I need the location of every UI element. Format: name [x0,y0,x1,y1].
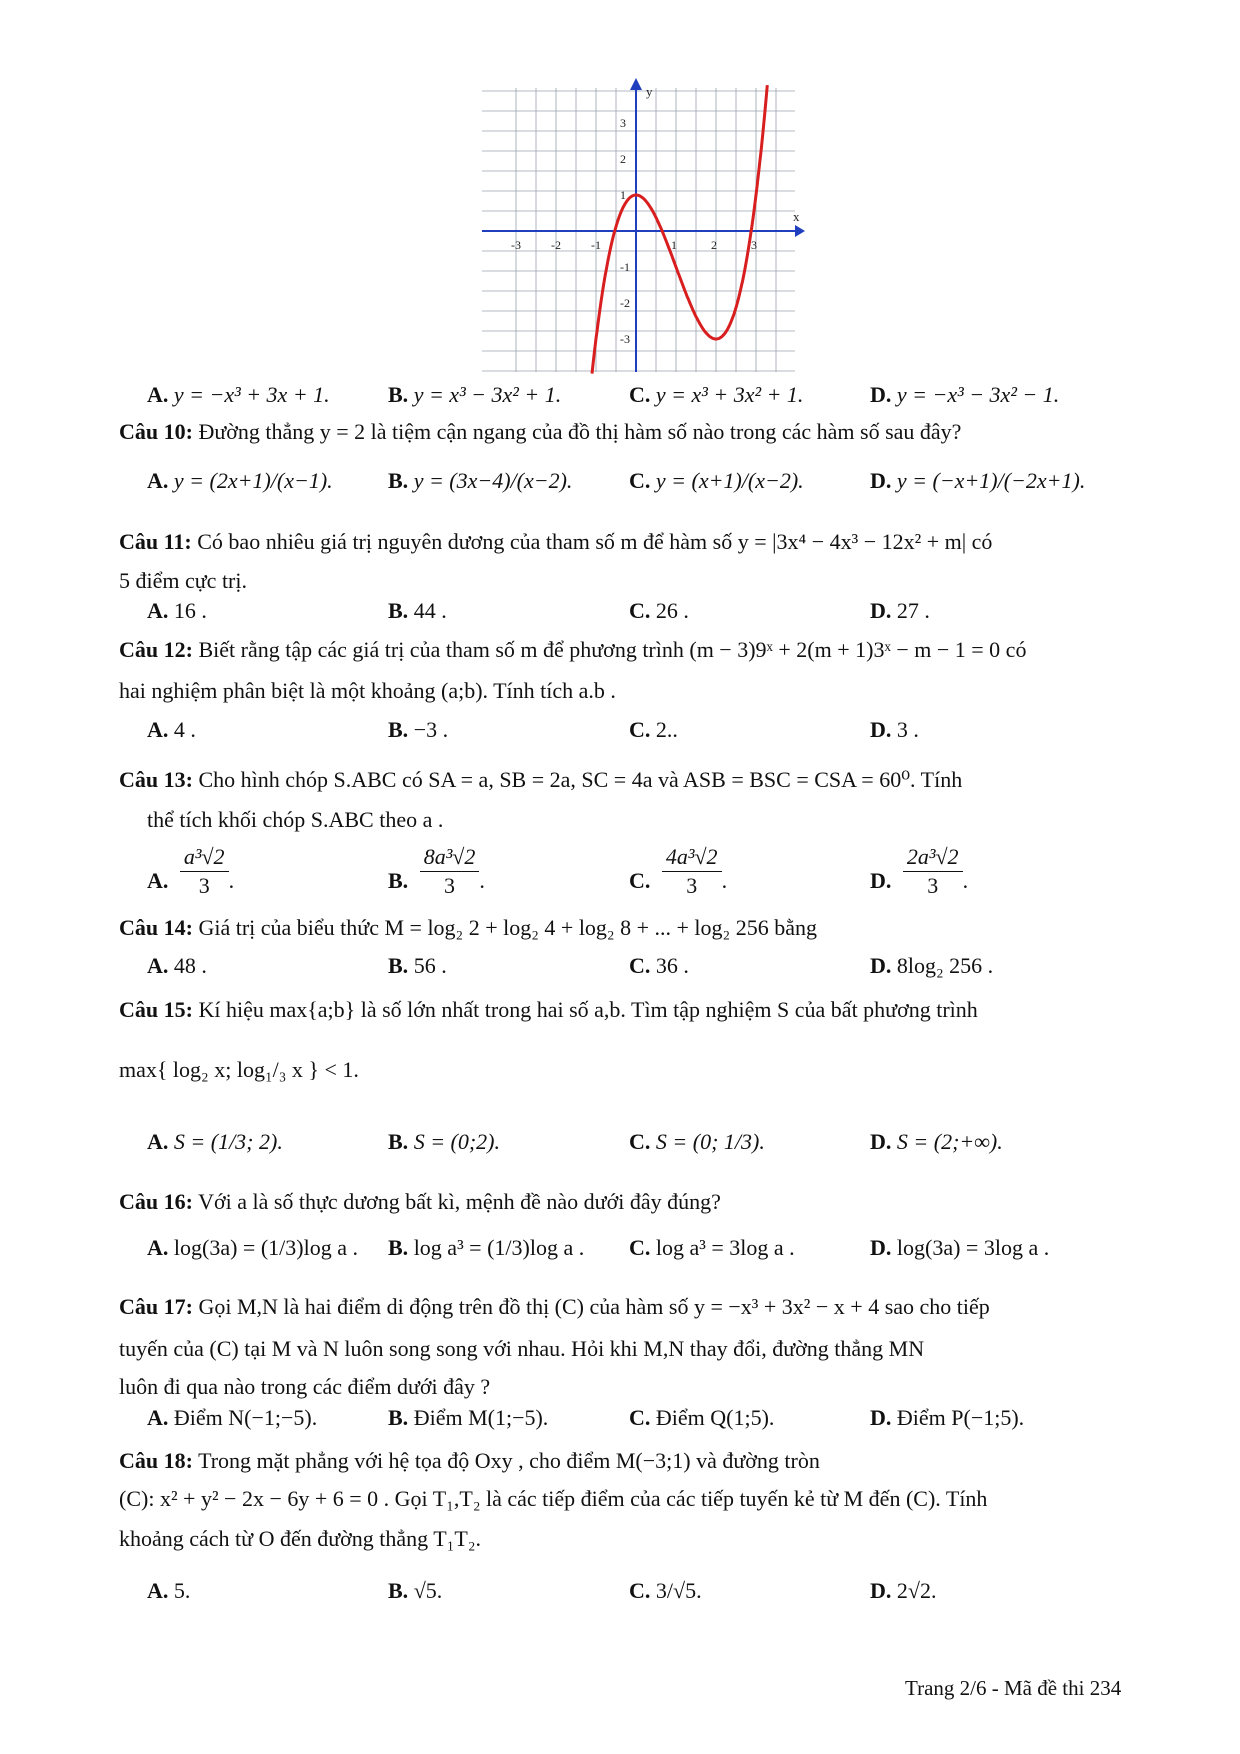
q10-option-d[interactable]: D. y = (−x+1)/(−2x+1). [870,468,1086,493]
q15-text-line2: max{ log₂ x; log₁/₃ x } < 1. [119,1057,359,1082]
q11-option-b[interactable]: B. 44 . [388,598,447,623]
x-axis-arrow-icon [795,225,805,237]
q12-option-c[interactable]: C. 2.. [629,717,678,742]
q17-text-line2: tuyến của (C) tại M và N luôn song song với nhau. Hỏi khi M,N thay đổi, đường thẳng MN [119,1336,925,1361]
q10-option-c[interactable]: C. y = (x+1)/(x−2). [629,468,804,493]
q13-option-a[interactable]: A. $\frac{\text{a³√2}}{3}$ . [147,844,235,898]
y-tick-label: -3 [620,332,630,346]
q10-option-b[interactable]: B. y = (3x−4)/(x−2). [388,468,573,493]
q18-option-a[interactable]: A. 5. [147,1578,191,1603]
y-axis-label: y [646,84,653,99]
q16-option-b[interactable]: B. log a³ = (1/3)log a . [388,1235,585,1260]
q9-option-d[interactable]: D. y = −x³ − 3x² − 1. [870,382,1060,407]
q18-option-b[interactable]: B. √5. [388,1578,443,1603]
q17-text-line1: Câu 17: Gọi M,N là hai điểm di động trên đồ thị (C) của hàm số y = −x³ + 3x² − x + 4 sao cho tiếp [119,1294,990,1319]
q13-option-d[interactable]: D. $\frac{\text{2a³√2}}{3}$ . [870,844,969,898]
q15-option-c[interactable]: C. S = (0; 1/3). [629,1129,765,1154]
q14-option-d[interactable]: D. 8log₂ 256 . [870,953,994,978]
q12-text-line2: hai nghiệm phân biệt là một khoảng (a;b). Tính tích a.b . [119,678,616,703]
x-axis-label: x [793,209,800,224]
cubic-graph [0,0,1240,400]
q12-option-d[interactable]: D. 3 . [870,717,919,742]
q12-text-line1: Câu 12: Biết rằng tập các giá trị của tham số m để phương trình (m − 3)9ˣ + 2(m + 1)3ˣ − m − 1 = 0 có [119,637,1027,662]
q10-text: Câu 10: Đường thẳng y = 2 là tiệm cận ngang của đồ thị hàm số nào trong các hàm số sau đây? [119,419,962,444]
q17-option-d[interactable]: D. Điểm P(−1;5). [870,1405,1025,1430]
q13-option-c[interactable]: C. $\frac{\text{4a³√2}}{3}$ . [629,844,728,898]
q13-text-line1: Câu 13: Cho hình chóp S.ABC có SA = a, SB = 2a, SC = 4a và ASB = BSC = CSA = 60⁰. Tính [119,767,963,792]
q11-option-a[interactable]: A. 16 . [147,598,207,623]
q18-text-line3: khoảng cách từ O đến đường thẳng T₁T₂. [119,1526,482,1551]
q16-option-d[interactable]: D. log(3a) = 3log a . [870,1235,1050,1260]
q14-option-a[interactable]: A. 48 . [147,953,207,978]
q17-option-b[interactable]: B. Điểm M(1;−5). [388,1405,549,1430]
q12-option-a[interactable]: A. 4 . [147,717,196,742]
q16-option-c[interactable]: C. log a³ = 3log a . [629,1235,795,1260]
page-footer: Trang 2/6 - Mã đề thi 234 [905,1676,1122,1700]
q17-option-c[interactable]: C. Điểm Q(1;5). [629,1405,775,1430]
y-tick-label: -2 [620,296,630,310]
x-tick-label: 3 [751,238,757,252]
cubic-curve [592,85,767,374]
q12-option-b[interactable]: B. −3 . [388,717,449,742]
y-tick-label: 2 [620,152,626,166]
q9-option-b[interactable]: B. y = x³ − 3x² + 1. [388,382,562,407]
x-tick-label: -1 [591,238,601,252]
q16-text: Câu 16: Với a là số thực dương bất kì, mệnh đề nào dưới đây đúng? [119,1189,721,1214]
q11-option-c[interactable]: C. 26 . [629,598,689,623]
y-tick-label: 3 [620,116,626,130]
x-tick-label: 1 [671,238,677,252]
q18-text-line2: (C): x² + y² − 2x − 6y + 6 = 0 . Gọi T₁,T₂ là các tiếp điểm của các tiếp tuyến kẻ từ M đến (C). Tính [119,1486,988,1511]
q13-option-b[interactable]: B. $\frac{\text{8a³√2}}{3}$ . [388,844,485,898]
q11-text-line1: Câu 11: Có bao nhiêu giá trị nguyên dương của tham số m để hàm số y = |3x⁴ − 4x³ − 12x² + m| có [119,529,993,554]
y-tick-label: -1 [620,260,630,274]
q15-option-b[interactable]: B. S = (0;2). [388,1129,501,1154]
q14-option-c[interactable]: C. 36 . [629,953,689,978]
x-tick-label: -2 [551,238,561,252]
q18-option-d[interactable]: D. 2√2. [870,1578,937,1603]
q15-option-a[interactable]: A. S = (1/3; 2). [147,1129,283,1154]
q16-option-a[interactable]: A. log(3a) = (1/3)log a . [147,1235,358,1260]
graph-axes [482,78,805,372]
q18-text-line1: Câu 18: Trong mặt phẳng với hệ tọa độ Oxy , cho điểm M(−3;1) và đường tròn [119,1448,820,1473]
q9-option-a[interactable]: A. y = −x³ + 3x + 1. [147,382,330,407]
q15-option-d[interactable]: D. S = (2;+∞). [870,1129,1003,1154]
q17-option-a[interactable]: A. Điểm N(−1;−5). [147,1405,318,1430]
y-tick-label: 1 [620,188,626,202]
q11-option-d[interactable]: D. 27 . [870,598,930,623]
q11-text-line2: 5 điểm cực trị. [119,568,247,593]
q9-option-c[interactable]: C. y = x³ + 3x² + 1. [629,382,804,407]
q14-text: Câu 14: Giá trị của biểu thức M = log₂ 2 + log₂ 4 + log₂ 8 + ... + log₂ 256 bằng [119,915,817,940]
x-tick-label: -3 [511,238,521,252]
q10-option-a[interactable]: A. y = (2x+1)/(x−1). [147,468,333,493]
q18-option-c[interactable]: C. 3/√5. [629,1578,702,1603]
x-tick-label: 2 [711,238,717,252]
q15-text-line1: Câu 15: Kí hiệu max{a;b} là số lớn nhất trong hai số a,b. Tìm tập nghiệm S của bất phương trình [119,997,978,1022]
q13-text-line2: thể tích khối chóp S.ABC theo a . [147,807,444,832]
q17-text-line3: luôn đi qua nào trong các điểm dưới đây ? [119,1374,491,1399]
y-axis-arrow-icon [630,78,642,90]
q14-option-b[interactable]: B. 56 . [388,953,447,978]
